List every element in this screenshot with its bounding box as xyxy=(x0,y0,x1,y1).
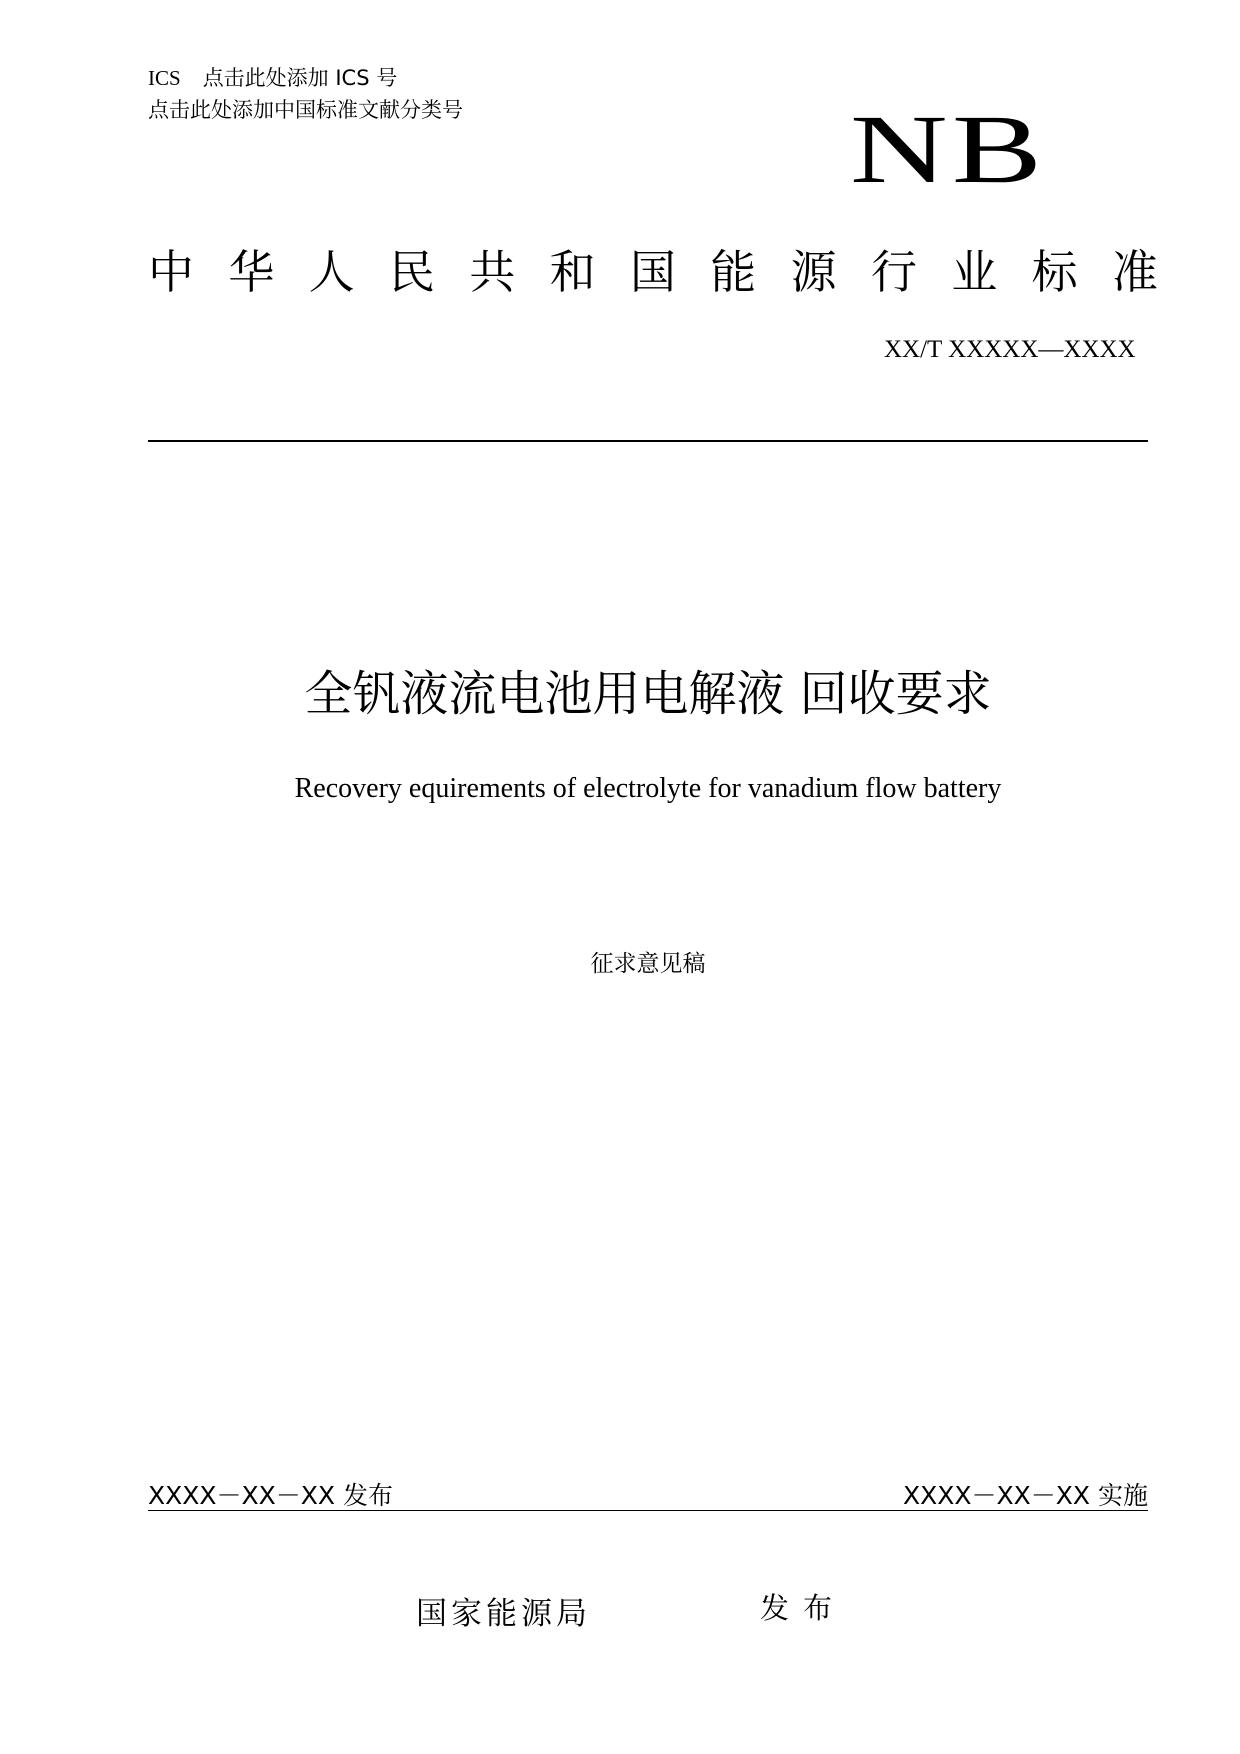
standard-code[interactable]: XX/T XXXXX—XXXX xyxy=(884,336,1136,363)
standard-title-char: 中 xyxy=(148,245,194,299)
ics-label: ICS xyxy=(148,66,181,90)
standard-title-char: 源 xyxy=(790,245,837,299)
standard-title-char: 和 xyxy=(549,245,596,299)
standard-title-char: 华 xyxy=(228,245,275,299)
standard-title-char: 国 xyxy=(629,245,676,299)
implementation-date[interactable]: XXXX－XX－XX 实施 xyxy=(903,1481,1148,1510)
standard-title-char: 准 xyxy=(1111,245,1158,299)
issuing-authority: 国家能源局 xyxy=(416,1596,591,1632)
ccs-classification-placeholder[interactable]: 点击此处添加中国标准文献分类号 xyxy=(148,98,463,122)
standard-title-char: 标 xyxy=(1031,245,1078,299)
document-title-chinese[interactable]: 全钒液流电池用电解液 回收要求 xyxy=(304,666,992,722)
standard-title-char: 行 xyxy=(870,245,917,299)
standard-title-char: 业 xyxy=(951,245,998,299)
top-divider xyxy=(148,440,1148,442)
standard-title-char: 人 xyxy=(308,245,355,299)
bottom-divider xyxy=(148,1510,1148,1511)
draft-stage-label[interactable]: 征求意见稿 xyxy=(590,951,706,977)
issue-date[interactable]: XXXX－XX－XX 发布 xyxy=(148,1481,393,1510)
standard-category-title xyxy=(148,240,1158,304)
standard-title-char: 能 xyxy=(710,245,757,299)
nb-logo: NB xyxy=(850,96,1047,204)
publish-label: 发布 xyxy=(760,1591,847,1625)
document-title-english[interactable]: Recovery equirements of electrolyte for vanadium flow battery xyxy=(294,773,1002,804)
standard-title-char: 民 xyxy=(388,245,435,299)
ics-number-line xyxy=(148,62,397,92)
ics-number-placeholder[interactable]: 点击此处添加 ICS 号 xyxy=(202,66,398,90)
standard-title-char: 共 xyxy=(469,245,516,299)
